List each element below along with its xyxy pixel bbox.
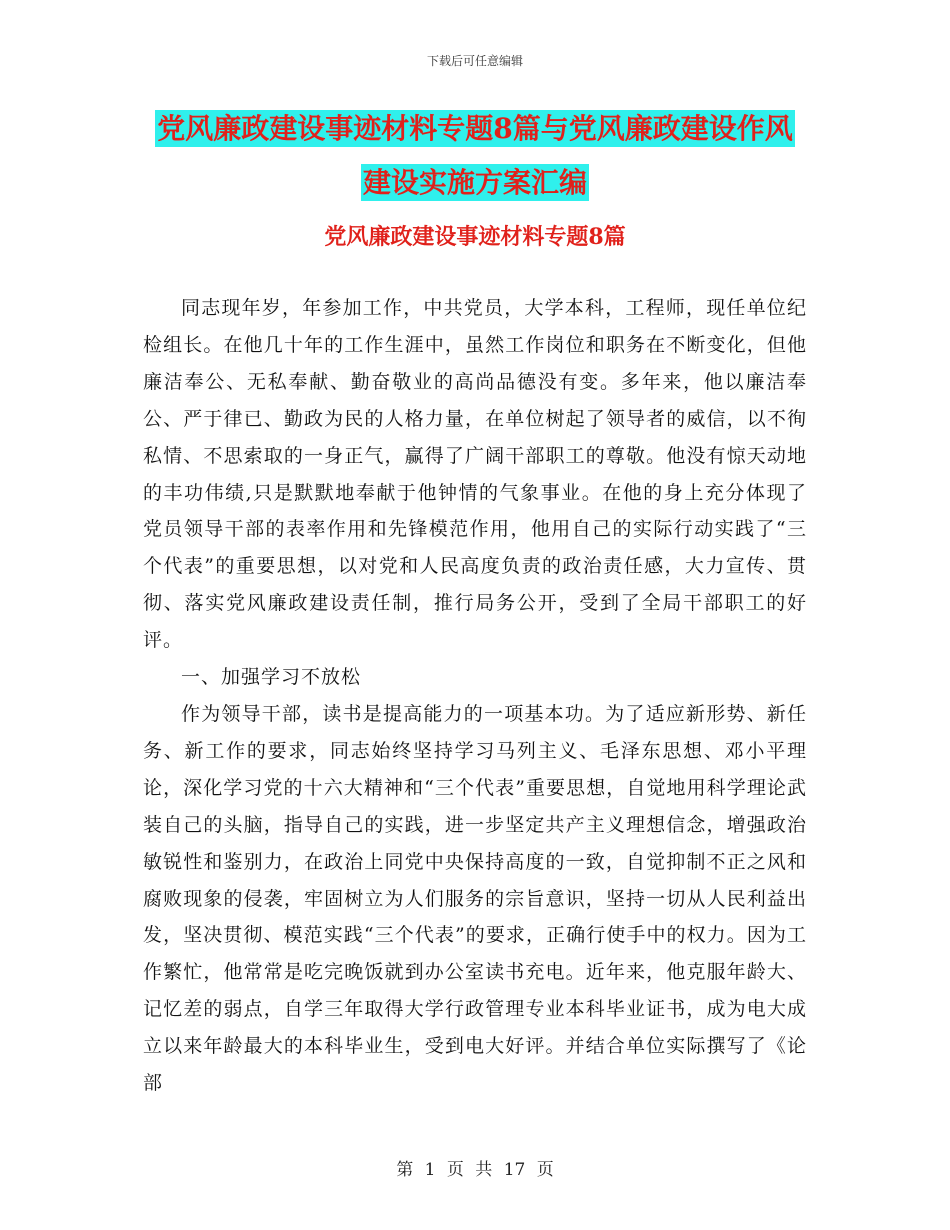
title-line-1: 党风廉政建设事迹材料专题8篇与党风廉政建设作风 <box>157 112 793 145</box>
title-line-2: 建设实施方案汇编 <box>362 166 587 199</box>
page-header: 下载后可任意编辑 <box>426 54 523 68</box>
document-title <box>120 102 830 210</box>
section-heading: 一、加强学习不放松 <box>181 666 362 689</box>
document-body <box>143 290 807 1102</box>
page-footer: 第 1 页 共 17 页 <box>396 1160 554 1180</box>
paragraph: 作为领导干部，读书是提高能力的一项基本功。为了适应新形势、新任务、新工作的要求，同志始终坚持学习马列主义、毛泽东思想、邓小平理论，深化学习党的十六大精神和“三个代表”重要思想，自觉地用科学理论武装自己的头脑，指导自己的实践，进一步坚定共产主义理想信念，增强政治敏锐性和鉴别力，在政治上同党中央保持高度的一致，自觉抑制不正之风和腐败现象的侵袭，牢固树立为人们服务的宗旨意识，坚持一切从人民利益出发，坚决贯彻、模范实践“三个代表”的要求，正确行使手中的权力。因为工作繁忙，他常常是吃完晚饭就到办公室读书充电。近年来，他克服年龄大、记忆差的弱点，自学三年取得大学行政管理专业本科毕业证书，成为电大成立以来年龄最大的本科毕业生，受到电大好评。并结合单位实际撰写了《论部 <box>143 702 807 1095</box>
paragraph: 同志现年岁，年参加工作，中共党员，大学本科，工程师，现任单位纪检组长。在他几十年的工作生涯中，虽然工作岗位和职务在不断变化，但他廉洁奉公、无私奉献、勤奋敬业的高尚品德没有变。多年来，他以廉洁奉公、严于律已、勤政为民的人格力量，在单位树起了领导者的威信，以不徇私情、不思索取的一身正气，赢得了广阔干部职工的尊敬。他没有惊天动地的丰功伟绩,只是默默地奉献于他钟情的气象事业。在他的身上充分体现了党员领导干部的表率作用和先锋模范作用，他用自己的实际行动实践了“三个代表”的重要思想，以对党和人民高度负责的政治责任感，大力宣传、贯彻、落实党风廉政建设责任制，推行局务公开，受到了全局干部职工的好评。 <box>143 297 807 652</box>
section-title: 党风廉政建设事迹材料专题8篇 <box>324 224 626 250</box>
